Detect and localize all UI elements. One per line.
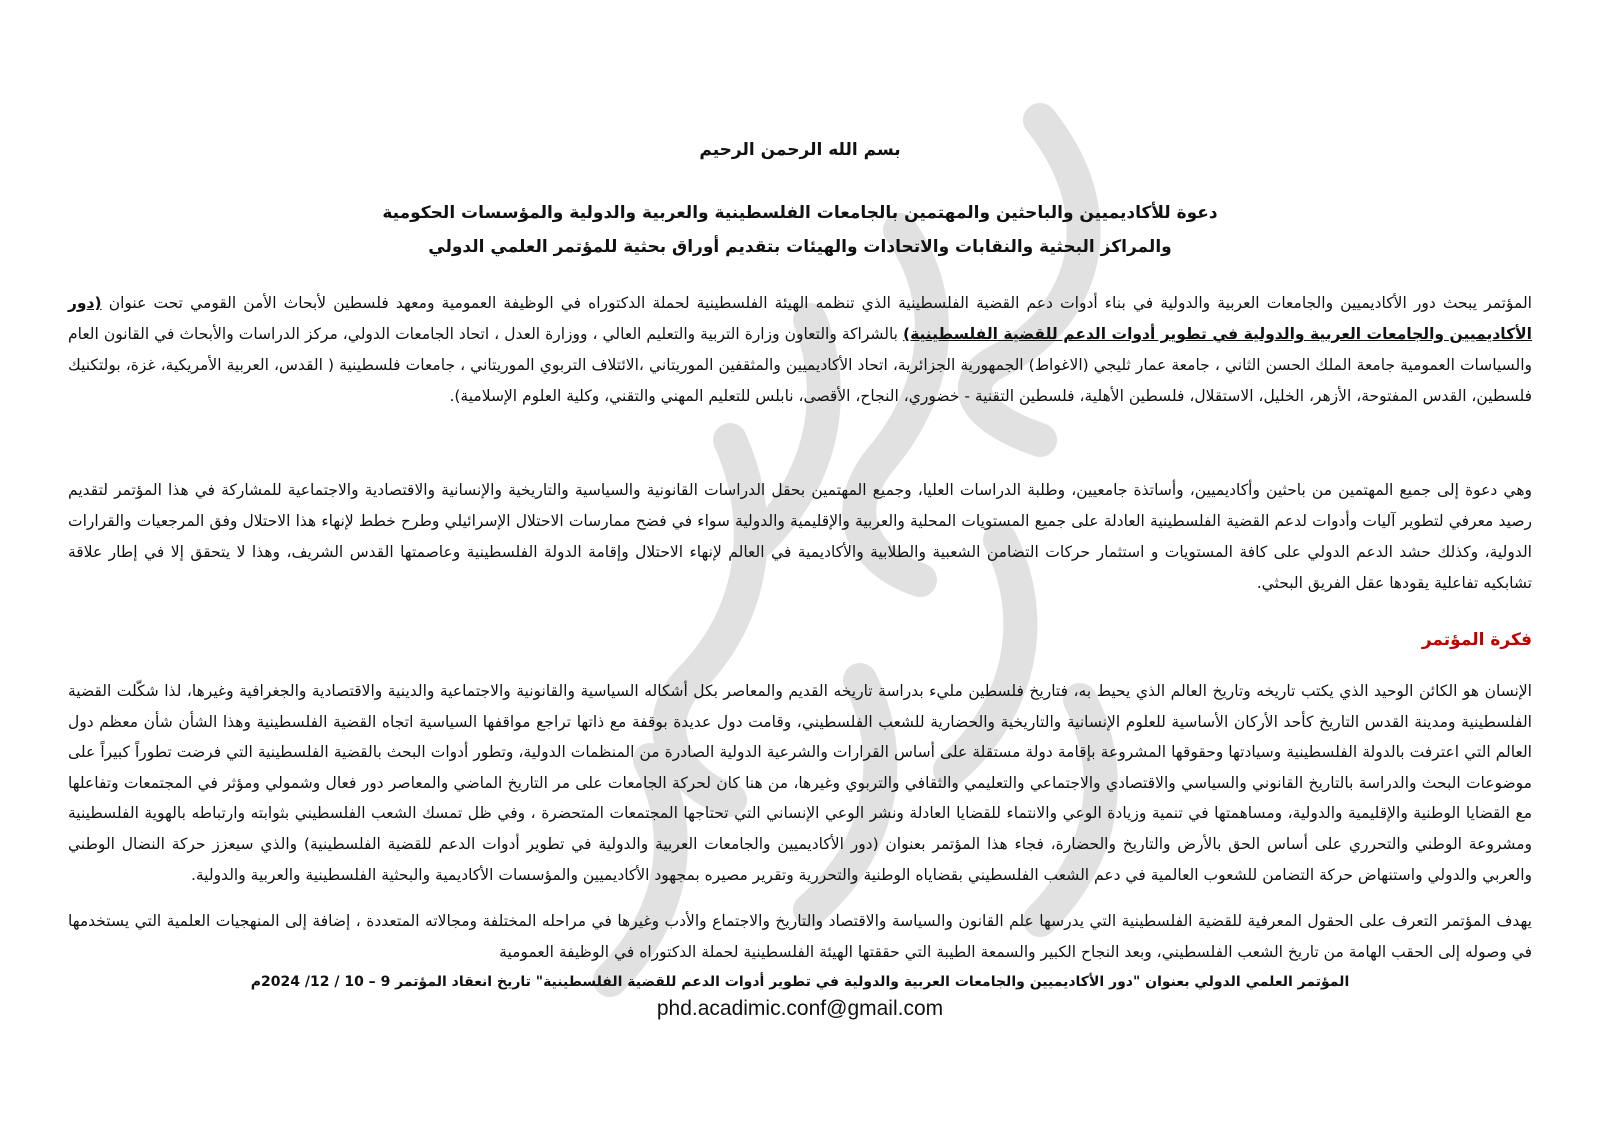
invitation-line-2: والمراكز البحثية والنقابات والاتحادات والهيئات بتقديم أوراق بحثية للمؤتمر العلمي الدولي [428,237,1172,257]
invitation-paragraph: وهي دعوة إلى جميع المهتمين من باحثين وأكاديميين، وأساتذة جامعيين، وطلبة الدراسات العليا، وجميع المهتمين بحقل الدراسات القانونية والسياسية والتاريخية والإنسانية والاقتصادية والاجتماعية للمشاركة في هذا المؤتمر لتقديم رصيد معرفي لتطوير آليات وأدوات لدعم القضية الفلسطينية العادلة على جميع المستويات المحلية والعربية والإقليمية والدولية سواء في فضح ممارسات الاحتلال الإسرائيلي وطرح خطط لإنهاء هذا الاحتلال وفق المرجعيات والقرارات الدولية، وكذلك حشد الدعم الدولي على كافة المستويات و استثمار حركات التضامن الشعبية والطلابية والأكاديمية في العالم لإنهاء الاحتلال وإقامة الدولة الفلسطينية وعاصمتها القدس الشريف، وهذا لا يتحقق إلا في إطار علاقة تشابكيه تفاعلية يقودها عقل الفريق البحثي. [68,481,1532,592]
footer-conference-info: المؤتمر العلمي الدولي بعنوان "دور الأكاديميين والجامعات العربية والدولية في تطوير أدوات الدعم للقضية الفلسطينية" تاريخ انعقاد المؤتمر 9 – 10 / 12/ 2024م [250,974,1350,990]
conference-title: (دور الأكاديميين والجامعات العربية والدولية في تطوير أدوات الدعم للقضية الفلسطينية) [68,294,1532,343]
conference-goal-paragraph: يهدف المؤتمر التعرف على الحقول المعرفية للقضية الفلسطينية التي يدرسها علم القانون والسياسة والاقتصاد والتاريخ والاجتماع والأدب وغيرها في مراحله المختلفة ومجالاته المتعددة ، إضافة إلى المنهجيات العلمية التي يستخدمها في وصوله إلى الحقب الهامة من تاريخ الشعب الفلسطيني، وبعد النجاح الكبير والسمعة الطيبة التي حققتها الهيئة الفلسطينية لحملة الدكتوراه في الوظيفة العمومية [68,912,1532,961]
invitation-heading [68,196,1532,264]
invitation-line-1: دعوة للأكاديميين والباحثين والمهتمين بالجامعات الفلسطينية والعربية والدولية والمؤسسات الحكومية [382,203,1218,223]
footer-email: phd.acadimic.conf@gmail.com [656,997,944,1020]
conference-idea-paragraph: الإنسان هو الكائن الوحيد الذي يكتب تاريخه وتاريخ العالم الذي يحيط به، فتاريخ فلسطين مليء بدراسة تاريخه القديم والمعاصر بكل أشكاله السياسية والقانونية والاجتماعية والدينية والاقتصادية والجغرافية وغيرها، لذا شكّلت القضية الفلسطينية ومدينة القدس التاريخ كأحد الأركان الأساسية للعلوم الإنسانية والتاريخية والحضارية للشعب الفلسطيني، وقامت دول عديدة بوقفة مع ذاتها تراجع مواقفها السياسية اتجاه القضية الفلسطينية وهذا الشأن شأن معظم دول العالم التي اعترفت بالدولة الفلسطينية وسيادتها وحقوقها المشروعة بإقامة دولة مستقلة على أساس القرارات والشرعية الدولية الصادرة من المنظمات الدولية، وتطور أدوات البحث بالقضية الفلسطينية التي فرضت تطوراً كبيراً على موضوعات البحث والدراسة بالتاريخ القانوني والسياسي والاقتصادي والاجتماعي والتعليمي والثقافي والتربوي وغيرها، من هنا كان لحركة الجامعات على مر التاريخ الماضي والمعاصر دور فعال وشمولي ومؤثر في المجتمعات وتفاعلها مع القضايا الوطنية والإقليمية والدولية، ومساهمتها في تنمية وزيادة الوعي والانتماء للقضايا العادلة ونشر الوعي الإنساني التي تحتاجها المجتمعات المتحضرة ، وفي ظل تمسك الشعب الفلسطيني بثوابته وارتباطه بالهوية الفلسطينية ومشروعة الوطني والتحرري على أساس الحق بالأرض والتاريخ والحضارة، فجاء هذا المؤتمر بعنوان (دور الأكاديميين والجامعات العربية والدولية في تطوير أدوات الدعم للقضية الفلسطينية) والذي سيعزز حركة النضال الوطني والعربي والدولي واستنهاض حركة التضامن للشعوب العالمية في دعم الشعب الفلسطيني بقضاياه الوطنية والتحررية وتقرير مصيره بمجهود الأكاديميين والمؤسسات الأكاديمية والبحثية الفلسطينية والعربية والدولية. [68,682,1532,884]
intro-paragraph [68,288,1532,412]
basmala-heading: بسم الله الرحمن الرحيم [699,140,901,160]
intro-text-start: المؤتمر يبحث دور الأكاديميين والجامعات العربية والدولية في بناء أدوات دعم القضية الفلسطينية الذي تنظمه الهيئة الفلسطينية لحملة الدكتوراه في الوظيفة العمومية ومعهد فلسطين لأبحاث الأمن القومي تحت عنوان [101,294,1532,312]
section-heading-conference-idea: فكرة المؤتمر [1421,630,1532,650]
intro-text-end: بالشراكة والتعاون وزارة التربية والتعليم العالي ، ووزارة العدل ، اتحاد الجامعات الدولي، مركز الدراسات والأبحاث في القانون العام والسياسات العمومية جامعة الملك الحسن الثاني ، جامعة عمار ثليجي (الاغواط) الجمهورية الجزائرية، اتحاد الأكاديميين والمثقفين الموريتاني ،الائتلاف التربوي الموريتاني ، جامعات فلسطينية ( القدس، العربية الأمريكية، غزة، بولتكنيك فلسطين، القدس المفتوحة، الأزهر، الخليل، الاستقلال، فلسطين الأهلية، فلسطين التقنية - خضوري، النجاح، الأقصى، نابلس للتعليم المهني والتقني، وكلية العلوم الإسلامية). [68,325,1532,405]
